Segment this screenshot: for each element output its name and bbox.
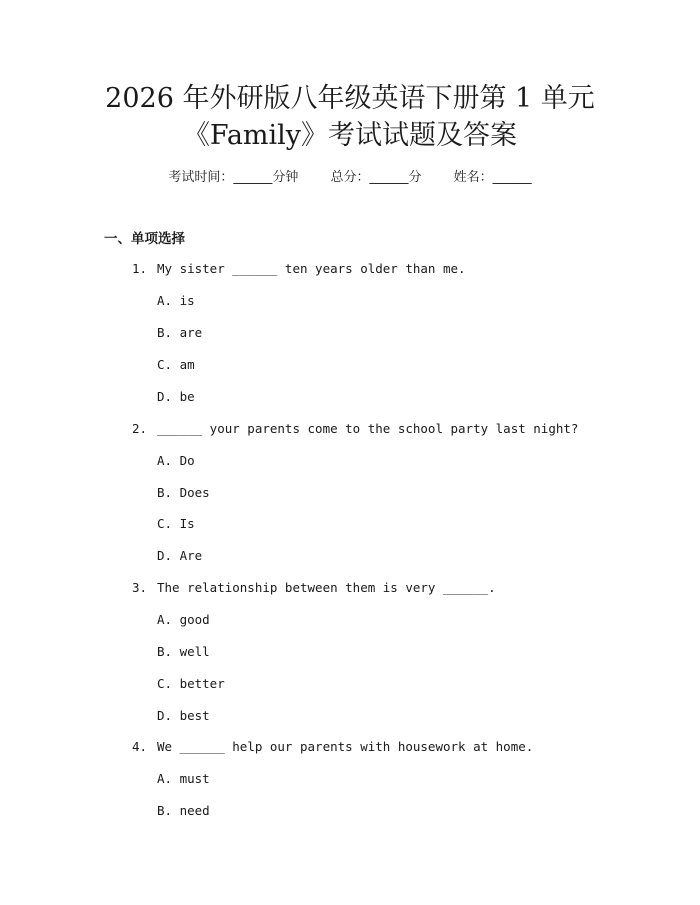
option-4a: A. must	[157, 771, 210, 786]
option-1c: C. am	[157, 357, 195, 372]
question-4	[132, 737, 533, 757]
option-1b: B. are	[157, 325, 203, 340]
option-3d: D. best	[157, 708, 210, 723]
option-4b: B. need	[157, 803, 210, 818]
question-2	[132, 419, 578, 439]
question-text: We ______ help our parents with housework at home.	[157, 739, 534, 754]
question-3	[132, 578, 496, 598]
option-1d: D. be	[157, 389, 195, 404]
exam-time-field: 考试时间：______分钟	[168, 170, 299, 185]
option-2a: A. Do	[157, 453, 195, 468]
option-2d: D. Are	[157, 548, 203, 563]
question-number: 1.	[132, 261, 148, 276]
question-text: ______ your parents come to the school party last night?	[157, 421, 579, 436]
student-name-field: 姓名：______	[453, 170, 532, 185]
question-1	[132, 259, 466, 279]
exam-title-line-2: 《Family》考试试题及答案	[182, 120, 518, 151]
option-2c: C. Is	[157, 516, 195, 531]
total-score-field: 总分：______分	[330, 170, 422, 185]
option-2b: B. Does	[157, 485, 210, 500]
question-number: 4.	[132, 739, 148, 754]
option-3b: B. well	[157, 644, 210, 659]
exam-title-line-1: 2026 年外研版八年级英语下册第 1 单元	[105, 83, 595, 114]
question-number: 2.	[132, 421, 148, 436]
exam-info-row	[0, 168, 700, 188]
question-text: My sister ______ ten years older than me.	[157, 261, 466, 276]
question-number: 3.	[132, 580, 148, 595]
option-1a: A. is	[157, 293, 195, 308]
option-3a: A. good	[157, 612, 210, 627]
option-3c: C. better	[157, 676, 225, 691]
section-heading: 一、单项选择	[104, 231, 185, 247]
question-text: The relationship between them is very ______.	[157, 580, 496, 595]
